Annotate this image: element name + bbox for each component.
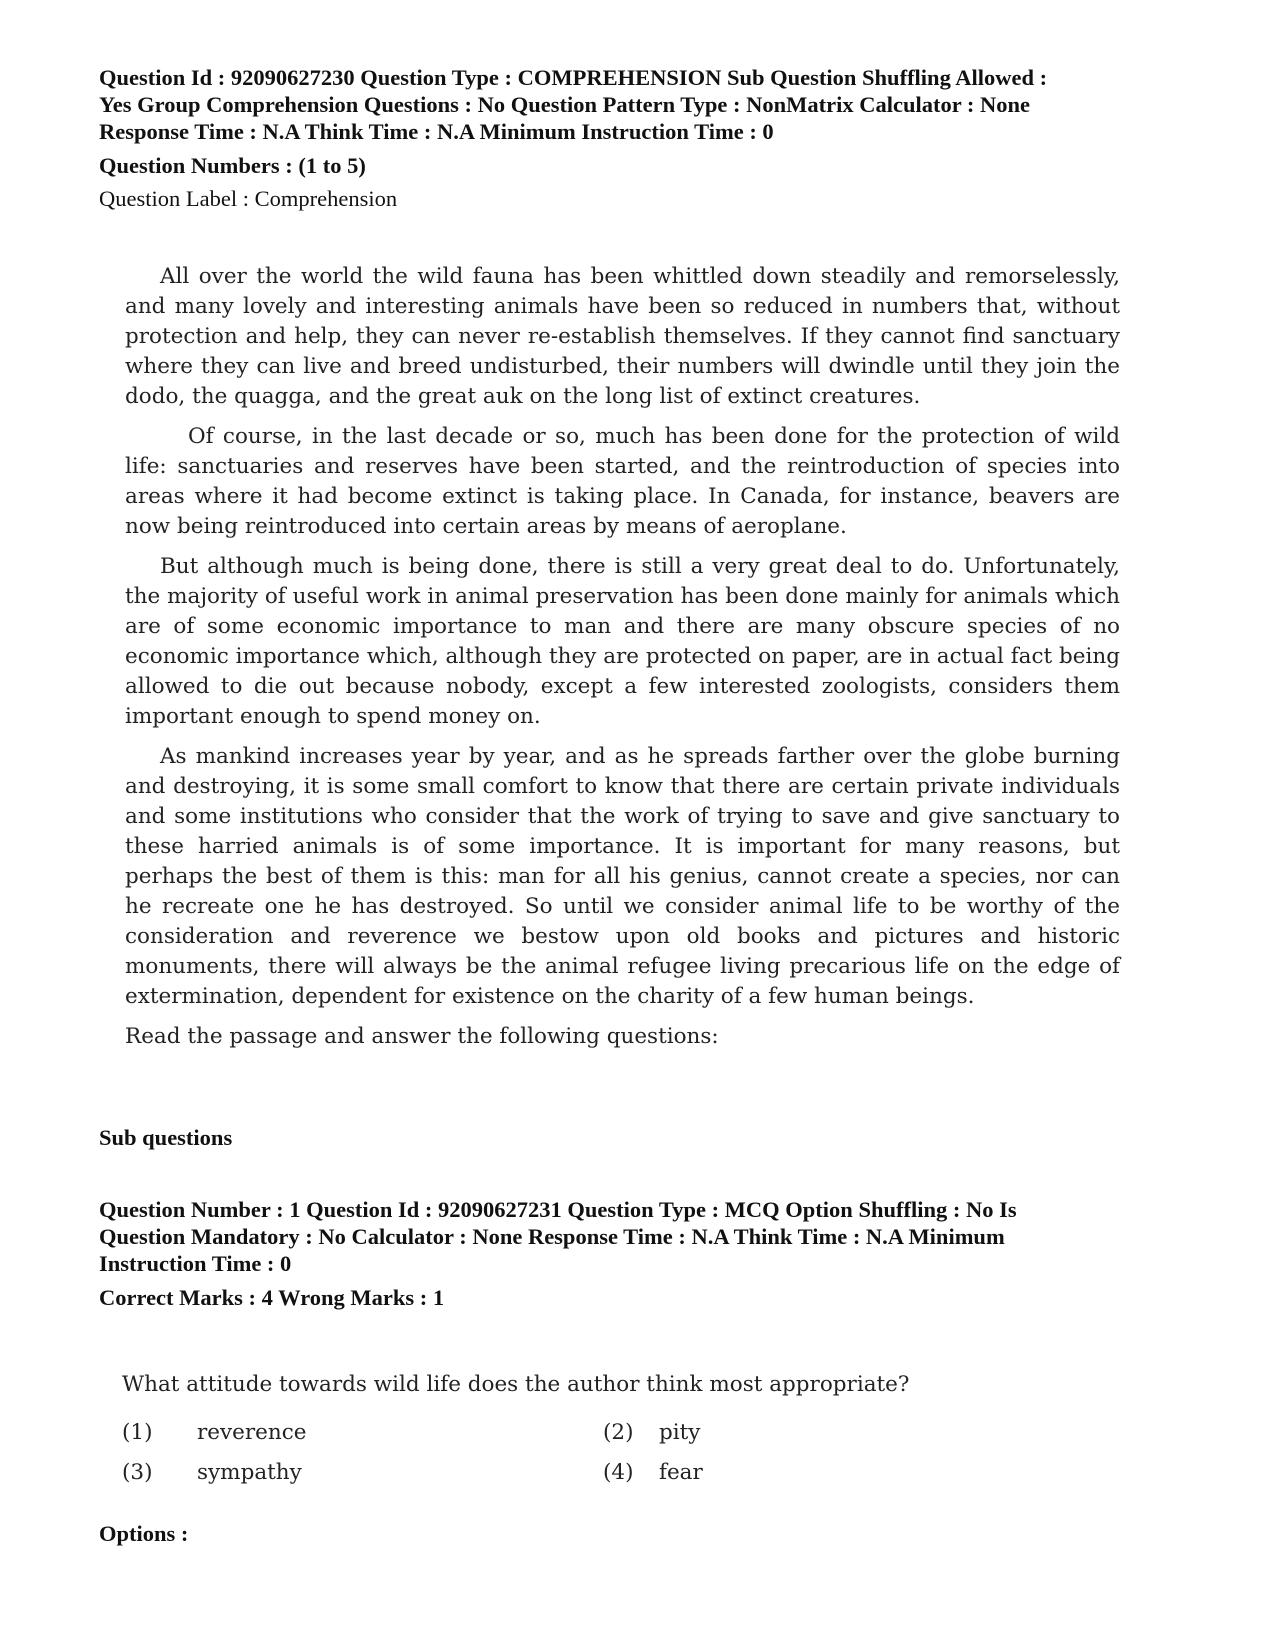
choice-3-number: (3) — [122, 1460, 153, 1485]
sub-questions-heading: Sub questions — [99, 1125, 233, 1150]
choice-2-text: pity — [659, 1420, 701, 1445]
group-header-line-1: Question Id : 92090627230 Question Type : COMPREHENSION Sub Question Shuffling Allowed : — [99, 65, 1048, 90]
question-label: Question Label : Comprehension — [99, 186, 398, 211]
choice-1-text: reverence — [197, 1420, 307, 1445]
choice-4-number: (4) — [603, 1460, 634, 1485]
group-header-line-3: Response Time : N.A Think Time : N.A Minimum Instruction Time : 0 — [99, 119, 774, 144]
question-1-text: What attitude towards wild life does the author think most appropriate? — [122, 1372, 910, 1397]
passage-paragraph-4: As mankind increases year by year, and as he spreads farther over the globe burning and destroying, it is some small comfort to know that there are certain private individuals and some institutions who consider that the work of trying to save and give sanctuary to these harried animals is of some importance. It is important for many reasons, but perhaps the best of them is this: man for all his genius, cannot create a species, nor can he recreate one he has destroyed. So until we consider animal life to be worthy of the consideration and reverence we bestow upon old books and pictures and historic monuments, there will always be the animal refugee living precarious life on the edge of extermination, dependent for existence on the charity of a few human beings. — [125, 744, 1120, 1009]
options-heading: Options : — [99, 1521, 189, 1546]
question-1-header-line-1: Question Number : 1 Question Id : 92090627231 Question Type : MCQ Option Shuffling : No Is — [99, 1197, 1017, 1222]
question-1-header-line-2: Question Mandatory : No Calculator : None Response Time : N.A Think Time : N.A Minimum — [99, 1224, 1005, 1249]
question-numbers: Question Numbers : (1 to 5) — [99, 153, 366, 178]
passage-paragraph-2: Of course, in the last decade or so, much has been done for the protection of wild life: sanctuaries and reserves have been started, and the reintroduction of species into areas where it had become extinct is taking place. In Canada, for instance, beavers are now being reintroduced into certain areas by means of aeroplane. — [125, 424, 1120, 539]
choice-2 — [603, 1418, 700, 1448]
choice-4-text: fear — [659, 1460, 703, 1485]
passage-instruction: Read the passage and answer the following questions: — [125, 1024, 719, 1049]
choice-2-number: (2) — [603, 1420, 634, 1445]
passage-paragraph-3: But although much is being done, there is still a very great deal to do. Unfortunately, the majority of useful work in animal preservation has been done mainly for animals which are of some economic importance to man and there are many obscure species of no economic importance which, although they are protected on paper, are in actual fact being allowed to die out because nobody, except a few interested zoologists, considers them important enough to spend money on. — [125, 554, 1120, 729]
choice-3 — [122, 1458, 302, 1488]
question-1-header-line-3: Instruction Time : 0 — [99, 1251, 292, 1276]
question-1-marks: Correct Marks : 4 Wrong Marks : 1 — [99, 1285, 445, 1310]
passage-paragraph-1: All over the world the wild fauna has been whittled down steadily and remorselessly, and many lovely and interesting animals have been so reduced in numbers that, without protection and help, they can never re-establish themselves. If they cannot find sanctuary where they can live and breed undisturbed, their numbers will dwindle until they join the dodo, the quagga, and the great auk on the long list of extinct creatures. — [125, 264, 1120, 409]
choice-4 — [603, 1458, 703, 1488]
comprehension-passage — [125, 262, 1120, 1062]
choice-1-number: (1) — [122, 1420, 153, 1445]
choice-3-text: sympathy — [197, 1460, 302, 1485]
group-header-line-2: Yes Group Comprehension Questions : No Question Pattern Type : NonMatrix Calculator : None — [99, 92, 1031, 117]
choice-1 — [122, 1418, 306, 1448]
